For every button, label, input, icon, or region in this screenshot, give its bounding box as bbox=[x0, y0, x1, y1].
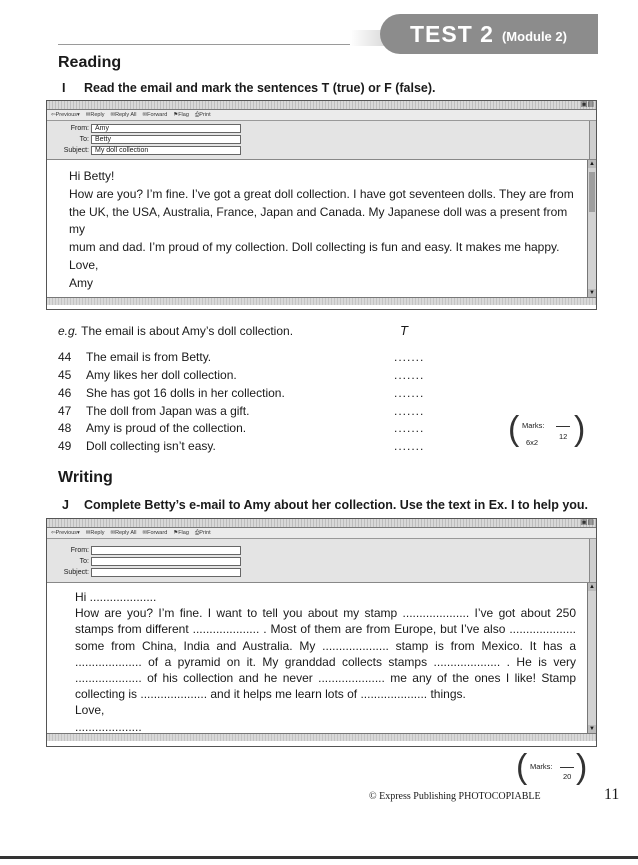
reading-title: Reading bbox=[58, 54, 122, 71]
statement-46: 46 She has got 16 dolls in her collection. ....... bbox=[58, 386, 425, 400]
test-title: TEST 2 bbox=[410, 20, 494, 47]
reply-all-button[interactable]: ✉ Reply All bbox=[110, 530, 137, 536]
writing-marks-box: ( Marks: 20 ) bbox=[516, 748, 588, 786]
copyright-footer: © Express Publishing PHOTOCOPIABLE bbox=[369, 791, 541, 802]
email-closing: Love, bbox=[75, 703, 105, 718]
to-field[interactable] bbox=[91, 557, 241, 566]
from-label: From: bbox=[70, 546, 89, 554]
email-headers bbox=[47, 539, 596, 583]
answer-blank[interactable]: ....... bbox=[394, 386, 425, 400]
test-banner bbox=[380, 14, 598, 54]
statement-45: 45 Amy likes her doll collection. ....... bbox=[58, 368, 425, 382]
answer-blank[interactable]: ....... bbox=[394, 368, 425, 382]
scroll-up-icon[interactable]: ▲ bbox=[589, 161, 595, 167]
header-scrollbar[interactable] bbox=[589, 121, 596, 159]
marks-formula: 6x2 bbox=[526, 438, 539, 447]
to-label: To: bbox=[79, 135, 89, 143]
header-scrollbar[interactable] bbox=[589, 539, 596, 582]
writing-title: Writing bbox=[58, 469, 113, 486]
reply-all-button[interactable]: ✉ Reply All bbox=[110, 112, 137, 118]
from-field[interactable]: Amy bbox=[91, 124, 241, 133]
email-line: Hi Betty! bbox=[69, 169, 115, 183]
statement-44: 44 The email is from Betty. ....... bbox=[58, 350, 425, 364]
statement-48: 48 Amy is proud of the collection. ....... bbox=[58, 421, 425, 435]
answer-blank[interactable]: ....... bbox=[394, 439, 425, 453]
bottom-rule bbox=[0, 856, 638, 859]
writing-task bbox=[62, 498, 588, 512]
flag-button[interactable]: ⚑ Flag bbox=[173, 112, 189, 118]
email-toolbar bbox=[47, 528, 596, 539]
page-number: 11 bbox=[604, 786, 620, 803]
module-label: (Module 2) bbox=[501, 28, 567, 44]
email-paragraph[interactable]: How are you? I’m fine. I want to tell you about my stamp .................... I’ve got about 250 stamps from different .................... . Most of them are from Europe, but I’ve also .................... some from China, India and Australia. My .................... stamp is from Mexico. It has a .................... of a pyramid on it. My granddad collects stamps .................... . He is very .................... of his collection and he never .................... me any of the ones I like! Stamp collecting is .................... and it helps me learn lots of .................... things. bbox=[75, 606, 576, 702]
email-titlebar bbox=[47, 101, 596, 110]
email-toolbar bbox=[47, 110, 596, 121]
previous-button[interactable]: ⇦ Previous ▾ bbox=[51, 530, 80, 536]
marks-total: 20 bbox=[563, 772, 572, 781]
email-body bbox=[47, 583, 596, 733]
forward-button[interactable]: ✉ Forward bbox=[142, 112, 168, 118]
marks-label: Marks: bbox=[530, 762, 553, 771]
reading-email-window bbox=[46, 100, 597, 310]
forward-button[interactable]: ✉ Forward bbox=[142, 530, 168, 536]
window-controls[interactable]: ▣▤ bbox=[580, 519, 594, 526]
email-line: mum and dad. I’m proud of my collection. Doll collecting is fun and easy. It makes me happy. bbox=[69, 240, 560, 255]
print-button[interactable]: ⎙ Print bbox=[194, 111, 211, 118]
answer-blank[interactable]: ....... bbox=[394, 421, 425, 435]
scroll-up-icon[interactable]: ▲ bbox=[589, 584, 595, 590]
email-horizontal-scrollbar[interactable] bbox=[47, 297, 596, 305]
print-button[interactable]: ⎙ Print bbox=[194, 529, 211, 536]
email-vertical-scrollbar[interactable] bbox=[587, 583, 596, 733]
previous-button[interactable]: ⇦ Previous ▾ bbox=[51, 112, 80, 118]
subject-label: Subject: bbox=[63, 146, 89, 154]
from-field[interactable] bbox=[91, 546, 241, 555]
to-label: To: bbox=[79, 557, 89, 565]
window-controls[interactable]: ▣▤ bbox=[580, 101, 594, 108]
email-headers bbox=[47, 121, 596, 160]
email-signature[interactable]: .................... bbox=[75, 719, 142, 734]
answer-blank[interactable]: ....... bbox=[394, 350, 425, 364]
scroll-down-icon[interactable]: ▼ bbox=[589, 726, 595, 732]
subject-field[interactable]: My doll collection bbox=[91, 146, 241, 155]
task-letter: J bbox=[62, 498, 69, 512]
reading-marks-box: ( Marks: 12 6x2 ) bbox=[508, 410, 586, 448]
task-letter: I bbox=[62, 81, 66, 95]
from-label: From: bbox=[70, 124, 89, 132]
to-field[interactable]: Betty bbox=[91, 135, 241, 144]
scroll-down-icon[interactable]: ▼ bbox=[589, 290, 595, 296]
statement-47: 47 The doll from Japan was a gift. ....... bbox=[58, 404, 425, 418]
email-titlebar bbox=[47, 519, 596, 528]
answer-blank[interactable]: ....... bbox=[394, 404, 425, 418]
example-answer: T bbox=[400, 323, 408, 338]
email-greeting[interactable]: Hi .................... bbox=[75, 590, 157, 604]
scroll-thumb[interactable] bbox=[589, 172, 595, 212]
email-line: Love, bbox=[69, 257, 99, 272]
email-line: How are you? I’m fine. I’ve got a great doll collection. I have got seventeen dolls. They are from bbox=[69, 186, 574, 201]
writing-email-window bbox=[46, 518, 597, 747]
marks-label: Marks: bbox=[522, 421, 545, 430]
email-line: Amy bbox=[69, 275, 93, 290]
reply-button[interactable]: ✉ Reply bbox=[85, 112, 105, 118]
reply-button[interactable]: ✉ Reply bbox=[85, 530, 105, 536]
email-line: the UK, the USA, Australia, France, Japan and Canada. My Japanese doll was a present from my bbox=[69, 204, 568, 237]
email-body bbox=[47, 160, 596, 297]
header-rule bbox=[58, 44, 383, 45]
task-instruction: Complete Betty’s e-mail to Amy about her collection. Use the text in Ex. I to help you. bbox=[84, 498, 589, 512]
email-vertical-scrollbar[interactable] bbox=[587, 160, 596, 297]
marks-total: 12 bbox=[559, 432, 568, 441]
example-sentence: e.g. The email is about Amy’s doll collection. bbox=[58, 324, 294, 338]
task-instruction: Read the email and mark the sentences T (true) or F (false). bbox=[84, 81, 436, 95]
statement-49: 49 Doll collecting isn’t easy. ....... bbox=[58, 439, 425, 453]
subject-label: Subject: bbox=[63, 568, 89, 576]
reading-task bbox=[62, 81, 435, 95]
flag-button[interactable]: ⚑ Flag bbox=[173, 530, 189, 536]
subject-field[interactable] bbox=[91, 568, 241, 577]
